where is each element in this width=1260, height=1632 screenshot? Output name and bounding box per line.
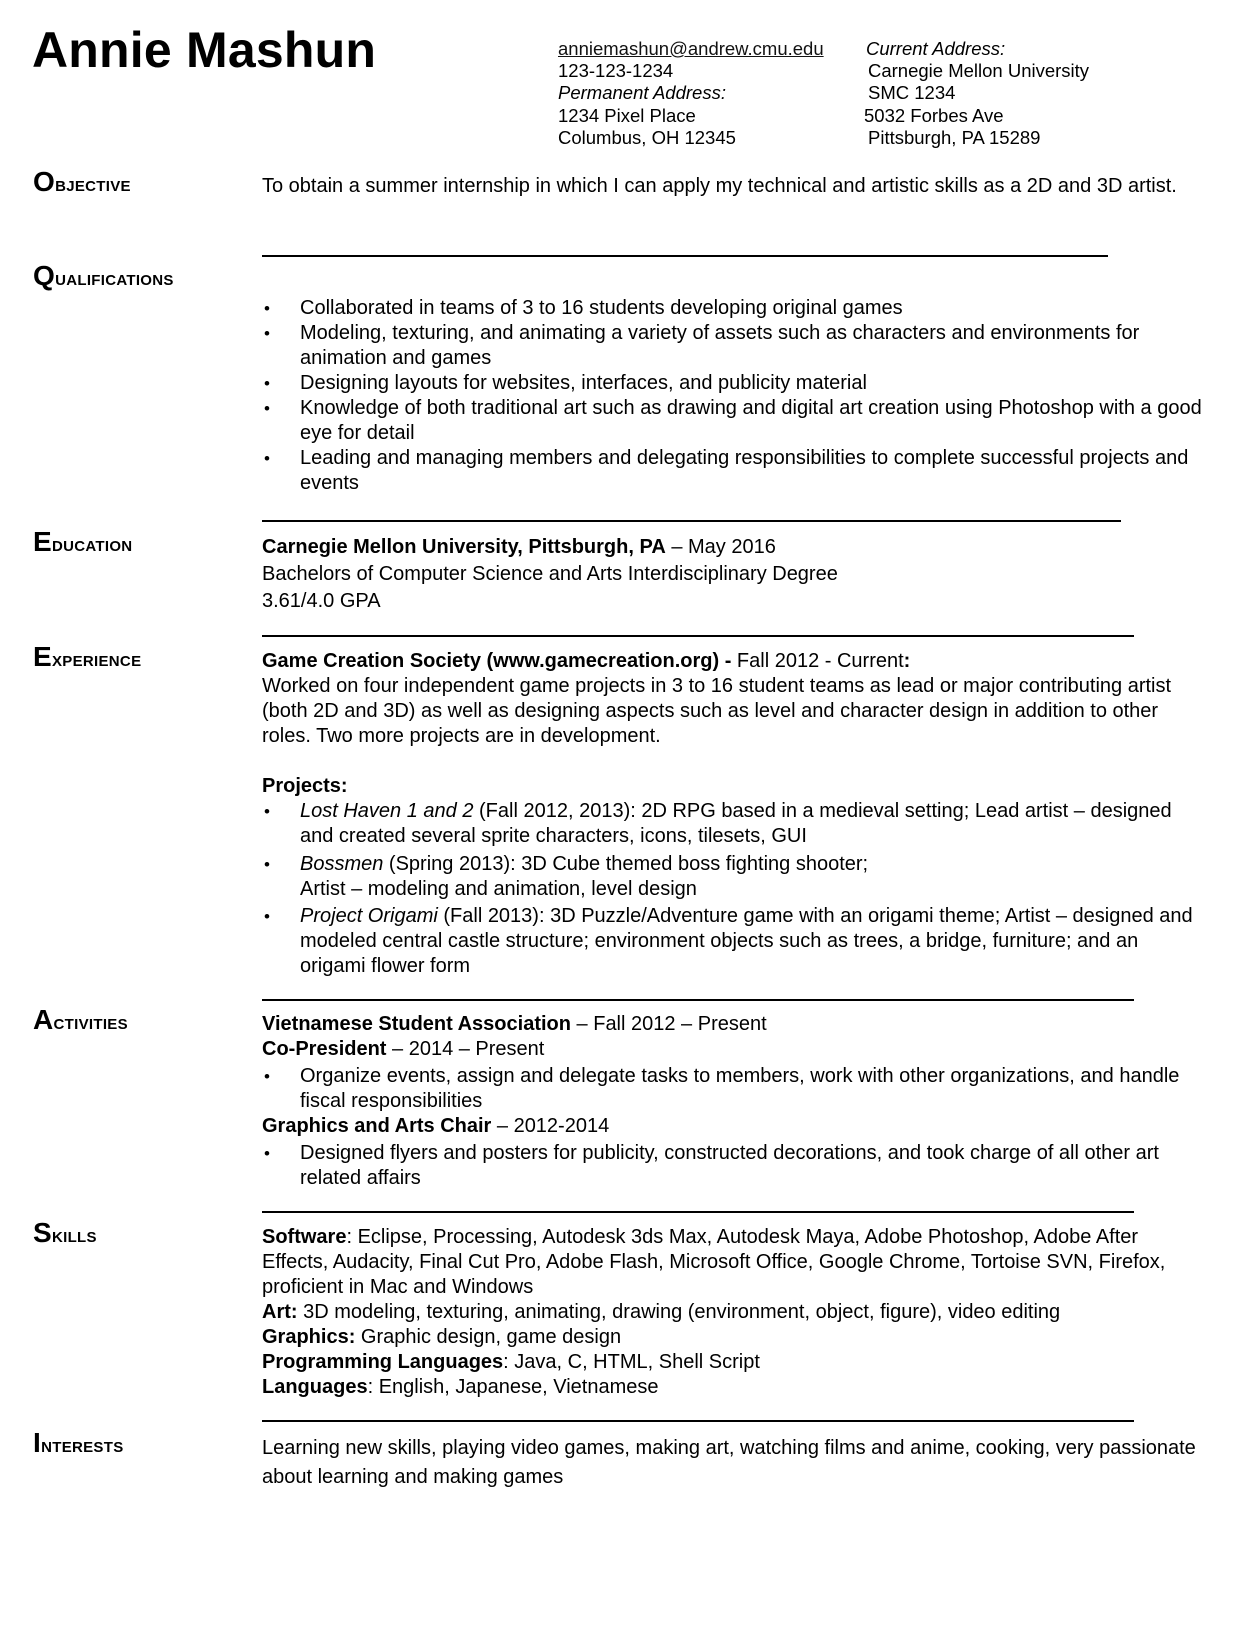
activity-role: Co-President (262, 1038, 387, 1060)
current-address-line1: Carnegie Mellon University (868, 60, 1090, 82)
projects-label: Projects: (262, 775, 348, 797)
interests-section (262, 1434, 1202, 1492)
permanent-address-city: Columbus, OH 12345 (558, 126, 736, 148)
experience-section: Game Creation Society (www.gamecreation.org) - Fall 2012 - Current: Worked on four independent game projects in 3 to 16 student teams as lead or major contributing artist (both 2D and 3D) as well as designing aspects such as level and character design in addition to other roles. Two more projects are in development. Projects: • Lost Haven 1 and 2 (Fall 2012, 2013): 2D RPG based in a medieval setting; Lead artist – designed and created several sprite characters, icons, tilesets, GUI • Bossmen (Spring 2013): 3D Cube themed boss fighting shooter; Artist – modeling and animation, level design • Project Origami (Fall 2013): 3D Puzzle/Adventure game with an origami theme; Artist – designed and modeled central castle structure; environment objects such as trees, a bridge, furniture; and an origami flower form (262, 649, 1202, 979)
experience-date: Fall 2012 - Current (736, 650, 904, 672)
activity-org: Vietnamese Student Association (262, 1013, 571, 1035)
interests-text: Learning new skills, playing video games, making art, watching films and anime, cooking, very passionate about learning and making games (262, 1437, 1196, 1488)
current-address-line4: Pittsburgh, PA 15289 (868, 126, 1041, 148)
interests-heading: Interests (33, 1427, 124, 1458)
education-heading: Education (33, 526, 133, 557)
objective-text: To obtain a summer internship in which I can apply my technical and artistic skills as a 2D and 3D artist. (262, 175, 1177, 197)
permanent-address-street: 1234 Pixel Place (558, 104, 696, 126)
section-divider (262, 1211, 1134, 1213)
current-address-line3: 5032 Forbes Ave (864, 104, 1004, 126)
section-divider (262, 255, 1108, 257)
qualifications-section (262, 296, 1202, 496)
list-item: • Leading and managing members and delegating responsibilities to complete successful projects and events (262, 446, 1202, 496)
email-link[interactable]: anniemashun@andrew.cmu.edu (558, 38, 824, 59)
list-item: • Bossmen (Spring 2013): 3D Cube themed boss fighting shooter; Artist – modeling and animation, level design (262, 852, 1202, 902)
list-item: • Designing layouts for websites, interfaces, and publicity material (262, 371, 1202, 396)
experience-description: Worked on four independent game projects in 3 to 16 student teams as lead or major contributing artist (both 2D and 3D) as well as designing aspects such as level and character design in addition to other roles. Two more projects are in development. (262, 675, 1172, 747)
list-item: • Lost Haven 1 and 2 (Fall 2012, 2013): 2D RPG based in a medieval setting; Lead artist – designed and created several sprite characters, icons, tilesets, GUI (262, 799, 1202, 849)
list-item: • Designed flyers and posters for publicity, constructed decorations, and took charge of all other art related affairs (262, 1141, 1202, 1191)
education-section (262, 534, 1202, 615)
list-item: • Project Origami (Fall 2013): 3D Puzzle/Adventure game with an origami theme; Artist – designed and modeled central castle structure; environment objects such as trees, a bridge, furniture; and an origami flower form (262, 904, 1202, 979)
activities-section: Vietnamese Student Association – Fall 2012 – Present Co-President – 2014 – Present • Organize events, assign and delegate tasks to members, work with other organizations, and handle fiscal responsibilities Graphics and Arts Chair – 2012-2014 • Designed flyers and posters for publicity, constructed decorations, and took charge of all other art related affairs (262, 1012, 1202, 1191)
current-address-label: Current Address: (866, 38, 1006, 59)
permanent-address-label: Permanent Address: (558, 82, 726, 104)
section-divider (262, 635, 1134, 637)
skill-row: Languages: English, Japanese, Vietnamese (262, 1376, 659, 1398)
list-item: • Organize events, assign and delegate tasks to members, work with other organizations, and handle fiscal responsibilities (262, 1064, 1202, 1114)
experience-heading: Experience (33, 641, 142, 672)
current-address-block (866, 38, 1089, 149)
section-divider (262, 520, 1121, 522)
qualifications-heading: Qualifications (33, 260, 174, 291)
activities-heading: Activities (33, 1004, 128, 1035)
skill-row: Software: Eclipse, Processing, Autodesk 3ds Max, Autodesk Maya, Adobe Photoshop, Adobe After Effects, Audacity, Final Cut Pro, Adobe Flash, Microsoft Office, Google Chrome, Tortoise SVN, Firefox, proficient in Mac and Windows (262, 1226, 1166, 1298)
section-divider (262, 999, 1134, 1001)
section-divider (262, 1420, 1134, 1422)
activity-role: Graphics and Arts Chair (262, 1115, 492, 1137)
gpa: 3.61/4.0 GPA (262, 590, 381, 612)
experience-org: Game Creation Society (www.gamecreation.org) - (262, 650, 737, 672)
degree: Bachelors of Computer Science and Arts Interdisciplinary Degree (262, 563, 838, 585)
phone-number: 123-123-1234 (558, 60, 674, 82)
contact-block (558, 38, 824, 149)
list-item: • Modeling, texturing, and animating a variety of assets such as characters and environments for animation and games (262, 321, 1202, 371)
graduation-date: – May 2016 (665, 536, 776, 558)
skills-section (262, 1225, 1202, 1400)
objective-heading: Objective (33, 166, 131, 197)
current-address-line2: SMC 1234 (868, 82, 956, 104)
skill-row: Graphics: Graphic design, game design (262, 1326, 622, 1348)
skill-row: Programming Languages: Java, C, HTML, Shell Script (262, 1351, 760, 1373)
skill-row: Art: 3D modeling, texturing, animating, drawing (environment, object, figure), video editing (262, 1301, 1061, 1323)
list-item: • Knowledge of both traditional art such as drawing and digital art creation using Photoshop with a good eye for detail (262, 396, 1202, 446)
school-name: Carnegie Mellon University, Pittsburgh, PA (262, 536, 666, 558)
list-item: • Collaborated in teams of 3 to 16 students developing original games (262, 296, 1202, 321)
objective-section (262, 174, 1202, 199)
skills-heading: Skills (33, 1217, 97, 1248)
resume-name: Annie Mashun (32, 22, 377, 78)
